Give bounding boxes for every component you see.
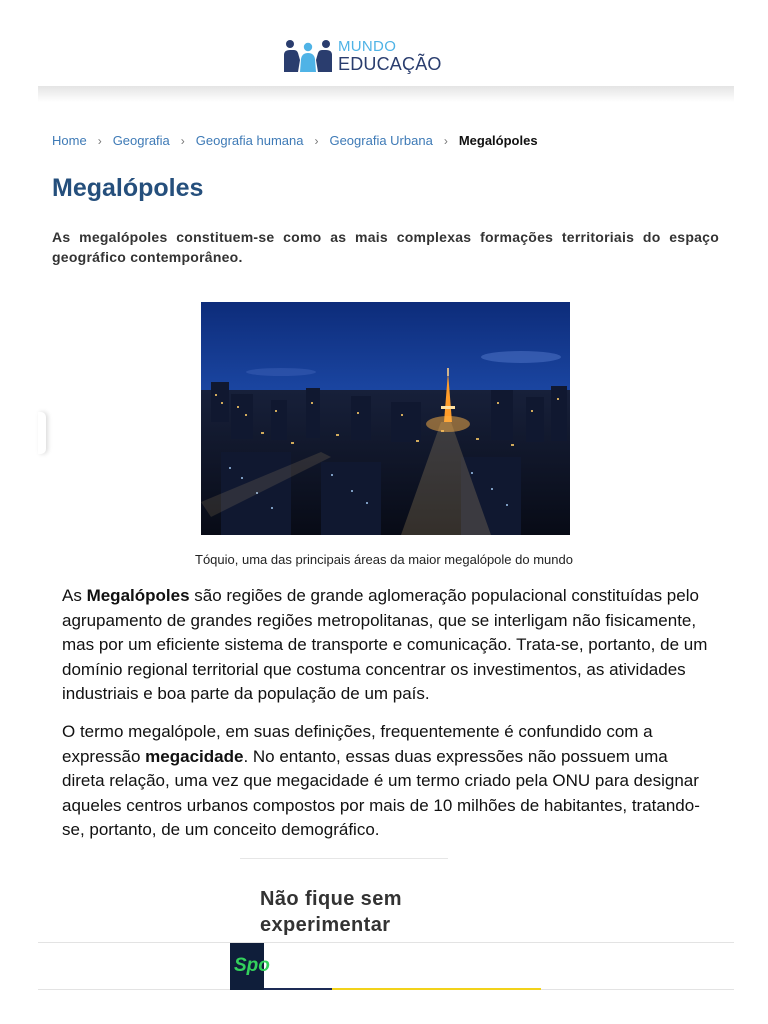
breadcrumb-separator: › <box>97 133 102 148</box>
ad-logo[interactable] <box>230 943 270 990</box>
image-caption: Tóquio, uma das principais áreas da maior megalópole do mundo <box>195 552 573 567</box>
page-title: Megalópoles <box>52 174 204 202</box>
breadcrumb-separator: › <box>443 133 448 148</box>
ad-accent-line <box>264 988 332 990</box>
promo-heading: Não fique sem experimentar <box>260 888 402 936</box>
breadcrumb-home[interactable]: Home <box>52 133 87 148</box>
bold-term-megacidade: megacidade <box>145 746 244 766</box>
paragraph-text: . No entanto, essas duas expressões não possuem uma direta relação, uma vez que megacidade é um termo criado pela ONU para designar aqueles centros urbanos compostos por mais de 10 milhões de habitantes, tratando-se, portanto, de um conceito demográfico. <box>62 746 700 840</box>
site-logo[interactable] <box>283 38 442 74</box>
article-paragraph-2 <box>62 720 712 843</box>
article-image <box>201 302 570 535</box>
header-shadow <box>38 86 734 102</box>
breadcrumb <box>52 133 538 148</box>
people-logo-icon <box>283 38 333 74</box>
paragraph-text: são regiões de grande aglomeração populacional constituídas pelo agrupamento de grandes regiões metropolitanas, que se interligam não fisicamente, mas por um eficiente sistema de transporte e comunicação. Trata-se, portanto, de um domínio regional territorial que costuma concentrar os investimentos, as atividades industriais e boa parte da população de um país. <box>62 586 708 704</box>
ad-logo-text: Spo <box>234 955 270 976</box>
logo-wordmark-bottom: EDUCAÇÃO <box>338 54 442 74</box>
breadcrumb-separator: › <box>180 133 185 148</box>
logo-wordmark-top: MUNDO <box>338 38 397 55</box>
sticky-ad-banner[interactable] <box>38 942 734 990</box>
breadcrumb-geografia-urbana[interactable]: Geografia Urbana <box>329 133 433 148</box>
breadcrumb-geografia[interactable]: Geografia <box>112 133 170 148</box>
article-paragraph-1 <box>62 584 712 707</box>
ad-accent-line <box>332 988 541 990</box>
breadcrumb-separator: › <box>314 133 319 148</box>
article-lead: As megalópoles constituem-se como as mais complexas formações territoriais do espaço geográfico contemporâneo. <box>52 229 719 265</box>
section-divider <box>240 858 448 859</box>
paragraph-text: O termo megalópole, em suas definições, frequentemente é confundido com a expressão <box>62 722 653 766</box>
bold-term-megalopoles: Megalópoles <box>86 586 190 605</box>
breadcrumb-geografia-humana[interactable]: Geografia humana <box>195 133 304 148</box>
breadcrumb-current: Megalópoles <box>458 133 538 148</box>
paragraph-text: As <box>62 586 87 605</box>
side-drawer-tab[interactable] <box>38 412 46 454</box>
